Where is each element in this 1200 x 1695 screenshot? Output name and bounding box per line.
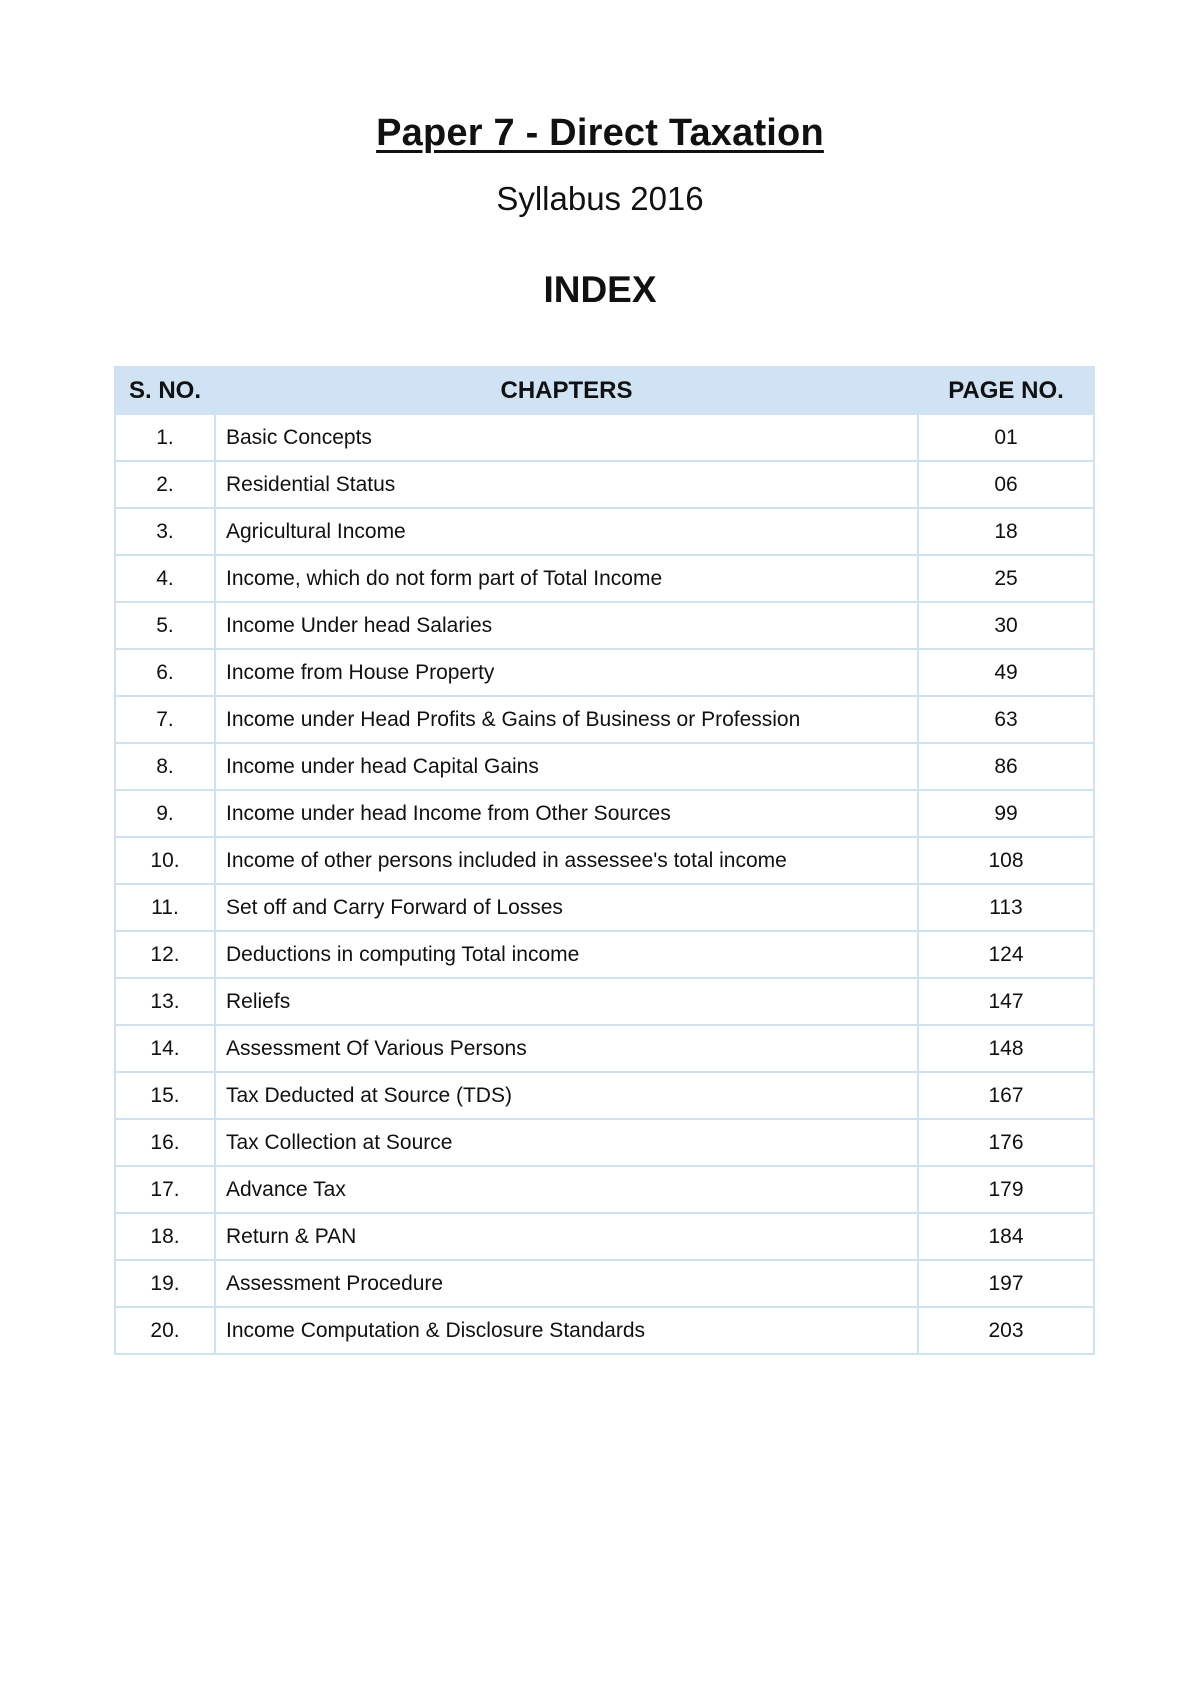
row-sno: 17. [115, 1166, 215, 1213]
row-sno: 3. [115, 508, 215, 555]
row-chapter: Deductions in computing Total income [215, 931, 918, 978]
header-page-no: PAGE NO. [918, 367, 1094, 414]
table-row [115, 555, 1094, 602]
table-row [115, 414, 1094, 461]
row-chapter: Income of other persons included in assessee's total income [215, 837, 918, 884]
row-chapter: Set off and Carry Forward of Losses [215, 884, 918, 931]
row-sno: 18. [115, 1213, 215, 1260]
index-heading: INDEX [543, 269, 657, 310]
header-sno: S. NO. [115, 367, 215, 414]
row-page: 06 [918, 461, 1094, 508]
row-chapter: Tax Deducted at Source (TDS) [215, 1072, 918, 1119]
document-subtitle: Syllabus 2016 [496, 180, 704, 217]
row-chapter: Assessment Of Various Persons [215, 1025, 918, 1072]
table-row [115, 1119, 1094, 1166]
row-sno: 7. [115, 696, 215, 743]
table-row [115, 743, 1094, 790]
row-page: 179 [918, 1166, 1094, 1213]
row-page: 113 [918, 884, 1094, 931]
row-sno: 1. [115, 414, 215, 461]
row-sno: 19. [115, 1260, 215, 1307]
row-chapter: Residential Status [215, 461, 918, 508]
row-chapter: Income from House Property [215, 649, 918, 696]
row-page: 148 [918, 1025, 1094, 1072]
row-chapter: Basic Concepts [215, 414, 918, 461]
row-sno: 14. [115, 1025, 215, 1072]
row-page: 147 [918, 978, 1094, 1025]
table-row [115, 696, 1094, 743]
row-page: 18 [918, 508, 1094, 555]
row-page: 197 [918, 1260, 1094, 1307]
row-chapter: Income under head Capital Gains [215, 743, 918, 790]
row-sno: 8. [115, 743, 215, 790]
table-row [115, 1025, 1094, 1072]
row-chapter: Assessment Procedure [215, 1260, 918, 1307]
row-page: 01 [918, 414, 1094, 461]
row-chapter: Agricultural Income [215, 508, 918, 555]
row-page: 86 [918, 743, 1094, 790]
row-page: 176 [918, 1119, 1094, 1166]
table-row [115, 931, 1094, 978]
row-page: 203 [918, 1307, 1094, 1354]
table-header [115, 367, 1094, 414]
row-sno: 10. [115, 837, 215, 884]
row-page: 184 [918, 1213, 1094, 1260]
row-chapter: Reliefs [215, 978, 918, 1025]
row-chapter: Income Under head Salaries [215, 602, 918, 649]
row-page: 30 [918, 602, 1094, 649]
row-sno: 15. [115, 1072, 215, 1119]
row-sno: 4. [115, 555, 215, 602]
row-chapter: Return & PAN [215, 1213, 918, 1260]
row-chapter: Income Computation & Disclosure Standards [215, 1307, 918, 1354]
table-row [115, 649, 1094, 696]
row-page: 108 [918, 837, 1094, 884]
row-chapter: Income under Head Profits & Gains of Business or Profession [215, 696, 918, 743]
row-sno: 12. [115, 931, 215, 978]
table-row [115, 1166, 1094, 1213]
table-row [115, 884, 1094, 931]
row-sno: 20. [115, 1307, 215, 1354]
table-row [115, 790, 1094, 837]
row-page: 63 [918, 696, 1094, 743]
header-chapters: CHAPTERS [215, 367, 918, 414]
row-chapter: Income under head Income from Other Sources [215, 790, 918, 837]
row-page: 167 [918, 1072, 1094, 1119]
row-sno: 2. [115, 461, 215, 508]
table-row [115, 461, 1094, 508]
row-chapter: Tax Collection at Source [215, 1119, 918, 1166]
row-sno: 13. [115, 978, 215, 1025]
table-row [115, 1260, 1094, 1307]
row-sno: 5. [115, 602, 215, 649]
table-row [115, 837, 1094, 884]
document-title: Paper 7 - Direct Taxation [376, 112, 824, 154]
table-row [115, 1072, 1094, 1119]
row-page: 99 [918, 790, 1094, 837]
row-sno: 16. [115, 1119, 215, 1166]
row-page: 49 [918, 649, 1094, 696]
header-row [115, 367, 1094, 414]
table-row [115, 508, 1094, 555]
row-sno: 6. [115, 649, 215, 696]
table-row [115, 978, 1094, 1025]
table-row [115, 1307, 1094, 1354]
row-page: 25 [918, 555, 1094, 602]
row-chapter: Advance Tax [215, 1166, 918, 1213]
row-chapter: Income, which do not form part of Total Income [215, 555, 918, 602]
row-page: 124 [918, 931, 1094, 978]
table-row [115, 1213, 1094, 1260]
index-table [114, 366, 1095, 1355]
row-sno: 11. [115, 884, 215, 931]
table-body [115, 414, 1094, 1354]
row-sno: 9. [115, 790, 215, 837]
table-row [115, 602, 1094, 649]
